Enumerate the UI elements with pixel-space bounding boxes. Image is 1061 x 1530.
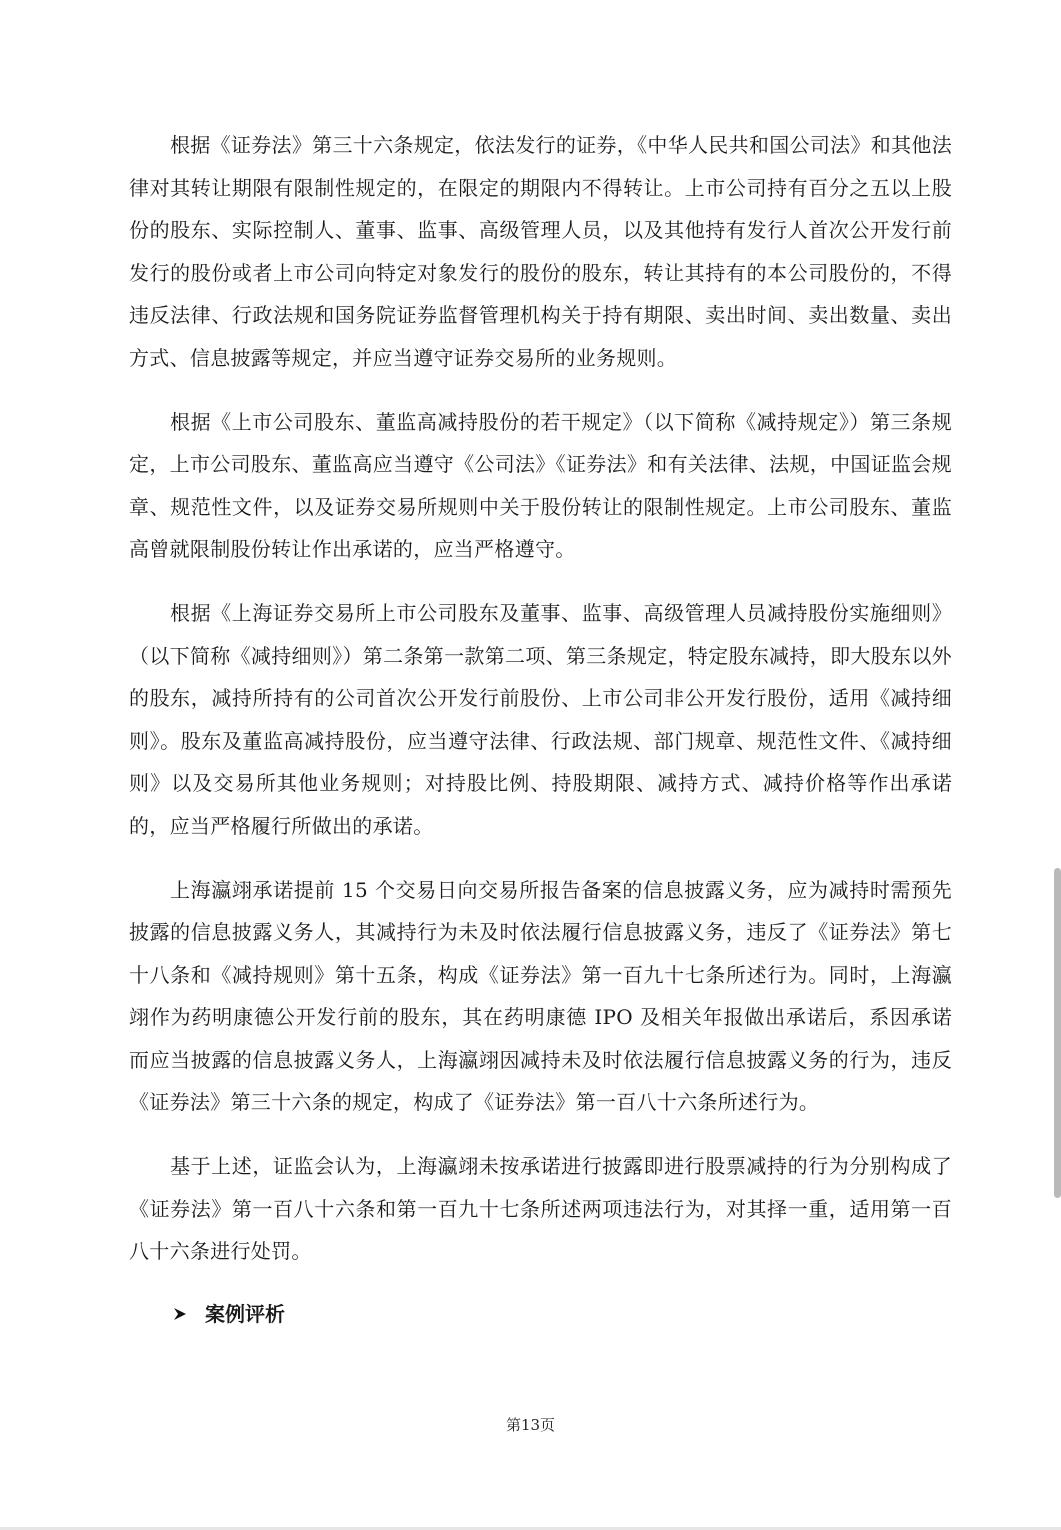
paragraph-reduction-rules: 根据《上市公司股东、董监高减持股份的若干规定》（以下简称《减持规定》）第三条规定，上市公司股东、董监高应当遵守《公司法》《证券法》和有关法律、法规，中国证监会规章、规范性文件，以及证券交易所规则中关于股份转让的限制性规定。上市公司股东、董监高曾就限制股份转让作出承诺的，应当严格遵守。 (129, 409, 952, 562)
scrollbar-thumb[interactable] (1054, 868, 1061, 1198)
arrow-right-icon (173, 1307, 187, 1321)
paragraph-case-facts: 上海瀛翊承诺提前 15 个交易日向交易所报告备案的信息披露义务，应为减持时需预先披露的信息披露义务人，其减持行为未及时依法履行信息披露义务，违反了《证券法》第七十八条和《减持规则》第十五条，构成《证券法》第一百九十七条所述行为。同时，上海瀛翊作为药明康德公开发行前的股东，其在药明康德 IPO 及相关年报做出承诺后，系因承诺而应当披露的信息披露义务人，上海瀛翊因减持未及时依法履行信息披露义务的行为，违反《证券法》第三十六条的规定，构成了《证券法》第一百八十六条所述行为。 (129, 877, 952, 1115)
paragraph-csrc-conclusion: 基于上述，证监会认为，上海瀛翊未按承诺进行披露即进行股票减持的行为分别构成了《证券法》第一百八十六条和第一百九十七条所述两项违法行为，对其择一重，适用第一百八十六条进行处罚。 (129, 1154, 952, 1264)
page-number: 第13页 (505, 1416, 556, 1434)
section-heading-case-analysis (173, 1299, 952, 1329)
paragraph-securities-law-art36: 根据《证券法》第三十六条规定，依法发行的证券，《中华人民共和国公司法》和其他法律对其转让期限有限制性规定的，在限定的期限内不得转让。上市公司持有百分之五以上股份的股东、实际控制人、董事、监事、高级管理人员，以及其他持有发行人首次公开发行前发行的股份或者上市公司向特定对象发行的股份的股东，转让其持有的本公司股份的，不得违反法律、行政法规和国务院证券监督管理机构关于持有期限、卖出时间、卖出数量、卖出方式、信息披露等规定，并应当遵守证券交易所的业务规则。 (129, 133, 952, 370)
paragraph-sse-implementation-rules: 根据《上海证券交易所上市公司股东及董事、监事、高级管理人员减持股份实施细则》（以下简称《减持细则》）第二条第一款第二项、第三条规定，特定股东减持，即大股东以外的股东，减持所持有的公司首次公开发行前股份、上市公司非公开发行股份，适用《减持细则》。股东及董监高减持股份，应当遵守法律、行政法规、部门规章、规范性文件、《减持细则》以及交易所其他业务规则；对持股比例、持股期限、减持方式、减持价格等作出承诺的，应当严格履行所做出的承诺。 (129, 600, 952, 838)
document-body (129, 124, 952, 1329)
section-heading-text: 案例评析 (205, 1301, 285, 1326)
